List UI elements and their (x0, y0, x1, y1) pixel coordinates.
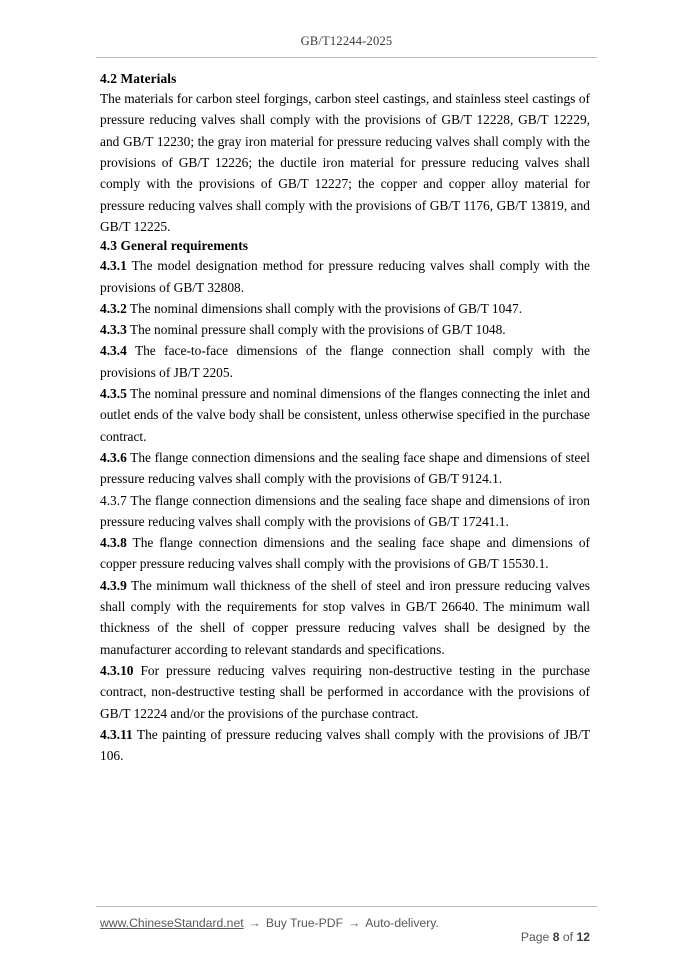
paragraph-text: The materials for carbon steel forgings, carbon steel castings, and stainless steel castings of pressure reducing valves shall comply with the provisions of GB/T 12228, GB/T 12229, and GB/T 12230; the gray iron material for pressure reducing valves shall comply with the provisions of GB/T 12226; the ductile iron material for pressure reducing valves shall comply with the provisions of GB/T 12227; the copper and copper alloy material for pressure reducing valves shall comply with the provisions of GB/T 1176, GB/T 13819, and GB/T 12225. (100, 91, 590, 234)
clause-number: 4.3.6 (100, 449, 127, 465)
current-page-number: 8 (552, 930, 560, 944)
clause-number: 4.3.10 (100, 662, 134, 678)
page-word: Page (520, 930, 550, 944)
footer-site-link[interactable]: www.ChineseStandard.net (100, 916, 244, 930)
of-word: of (562, 930, 574, 944)
clause-number: 4.3.8 (100, 535, 127, 551)
clause-4-3-4 (100, 340, 590, 383)
clause-text: The model designation method for pressure reducing valves shall comply with the provisions of GB/T 32808. (100, 258, 590, 295)
arrow-right-icon: → (348, 916, 361, 930)
header-divider (96, 57, 597, 58)
clause-text: The face-to-face dimensions of the flange connection shall comply with the provisions of JB/T 2205. (100, 343, 590, 380)
clause-4-3-1 (100, 255, 590, 298)
clause-number: 4.3.3 (100, 322, 127, 338)
clause-text: The flange connection dimensions and the sealing face shape and dimensions of iron pressure reducing valves shall comply with the provisions of GB/T 17241.1. (100, 492, 590, 529)
document-body (100, 70, 590, 766)
clause-number: 4.3.1 (100, 258, 127, 274)
clause-number: 4.3.9 (100, 577, 127, 593)
clause-4-3-9 (100, 575, 590, 660)
page-indicator (501, 916, 593, 958)
header-standard-code: GB/T12244-2025 (300, 34, 393, 48)
arrow-right-icon: → (248, 916, 261, 930)
clause-4-3-10 (100, 660, 590, 724)
clause-4-3-8 (100, 532, 590, 575)
clause-text: For pressure reducing valves requiring non-destructive testing in the purchase contract, non-destructive testing shall be performed in accordance with the provisions of GB/T 12224 and/or the provisions of the purchase contract. (100, 662, 590, 721)
page-footer (100, 916, 593, 958)
clause-text: The nominal pressure and nominal dimensions of the flanges connecting the inlet and outlet ends of the valve body shall be consistent, unless otherwise specified in the purchase contract. (100, 386, 591, 444)
section-heading-4-3: 4.3 General requirements (100, 238, 249, 254)
paragraph-4-2-body (100, 88, 590, 237)
section-heading-4-2: 4.2 Materials (100, 71, 177, 86)
clause-number: 4.3.5 (100, 386, 127, 402)
clause-4-3-2 (100, 298, 590, 319)
footer-buy-label: Buy True-PDF (265, 916, 344, 930)
total-page-number: 12 (576, 930, 590, 944)
clause-text: The nominal dimensions shall comply with the provisions of GB/T 1047. (129, 300, 523, 316)
clause-number: 4.3.11 (100, 726, 133, 742)
clause-text: The flange connection dimensions and the sealing face shape and dimensions of copper pressure reducing valves shall comply with the provisions of GB/T 15530.1. (100, 535, 591, 572)
clause-number: 4.3.2 (100, 300, 127, 316)
footer-promo (100, 916, 439, 930)
footer-divider (96, 906, 597, 907)
clause-4-3-3 (100, 319, 590, 340)
page-header (96, 32, 597, 50)
clause-number: 4.3.7 (100, 492, 127, 508)
clause-number: 4.3.4 (100, 343, 127, 359)
clause-text: The painting of pressure reducing valves shall comply with the provisions of JB/T 106. (100, 726, 590, 764)
clause-4-3-5 (100, 383, 590, 447)
footer-delivery-label: Auto-delivery. (365, 916, 439, 930)
clause-4-3-6 (100, 447, 590, 490)
clause-4-3-11 (100, 724, 590, 767)
clause-text: The minimum wall thickness of the shell of steel and iron pressure reducing valves shall comply with the requirements for stop valves in GB/T 26640. The minimum wall thickness of the shell of copper pressure reducing valves shall be designed by the manufacturer according to relevant standards and specifications. (100, 577, 590, 657)
clause-4-3-7 (100, 490, 590, 533)
clause-text: The nominal pressure shall comply with the provisions of GB/T 1048. (129, 322, 506, 338)
clause-text: The flange connection dimensions and the sealing face shape and dimensions of steel pressure reducing valves shall comply with the provisions of GB/T 9124.1. (100, 449, 590, 487)
